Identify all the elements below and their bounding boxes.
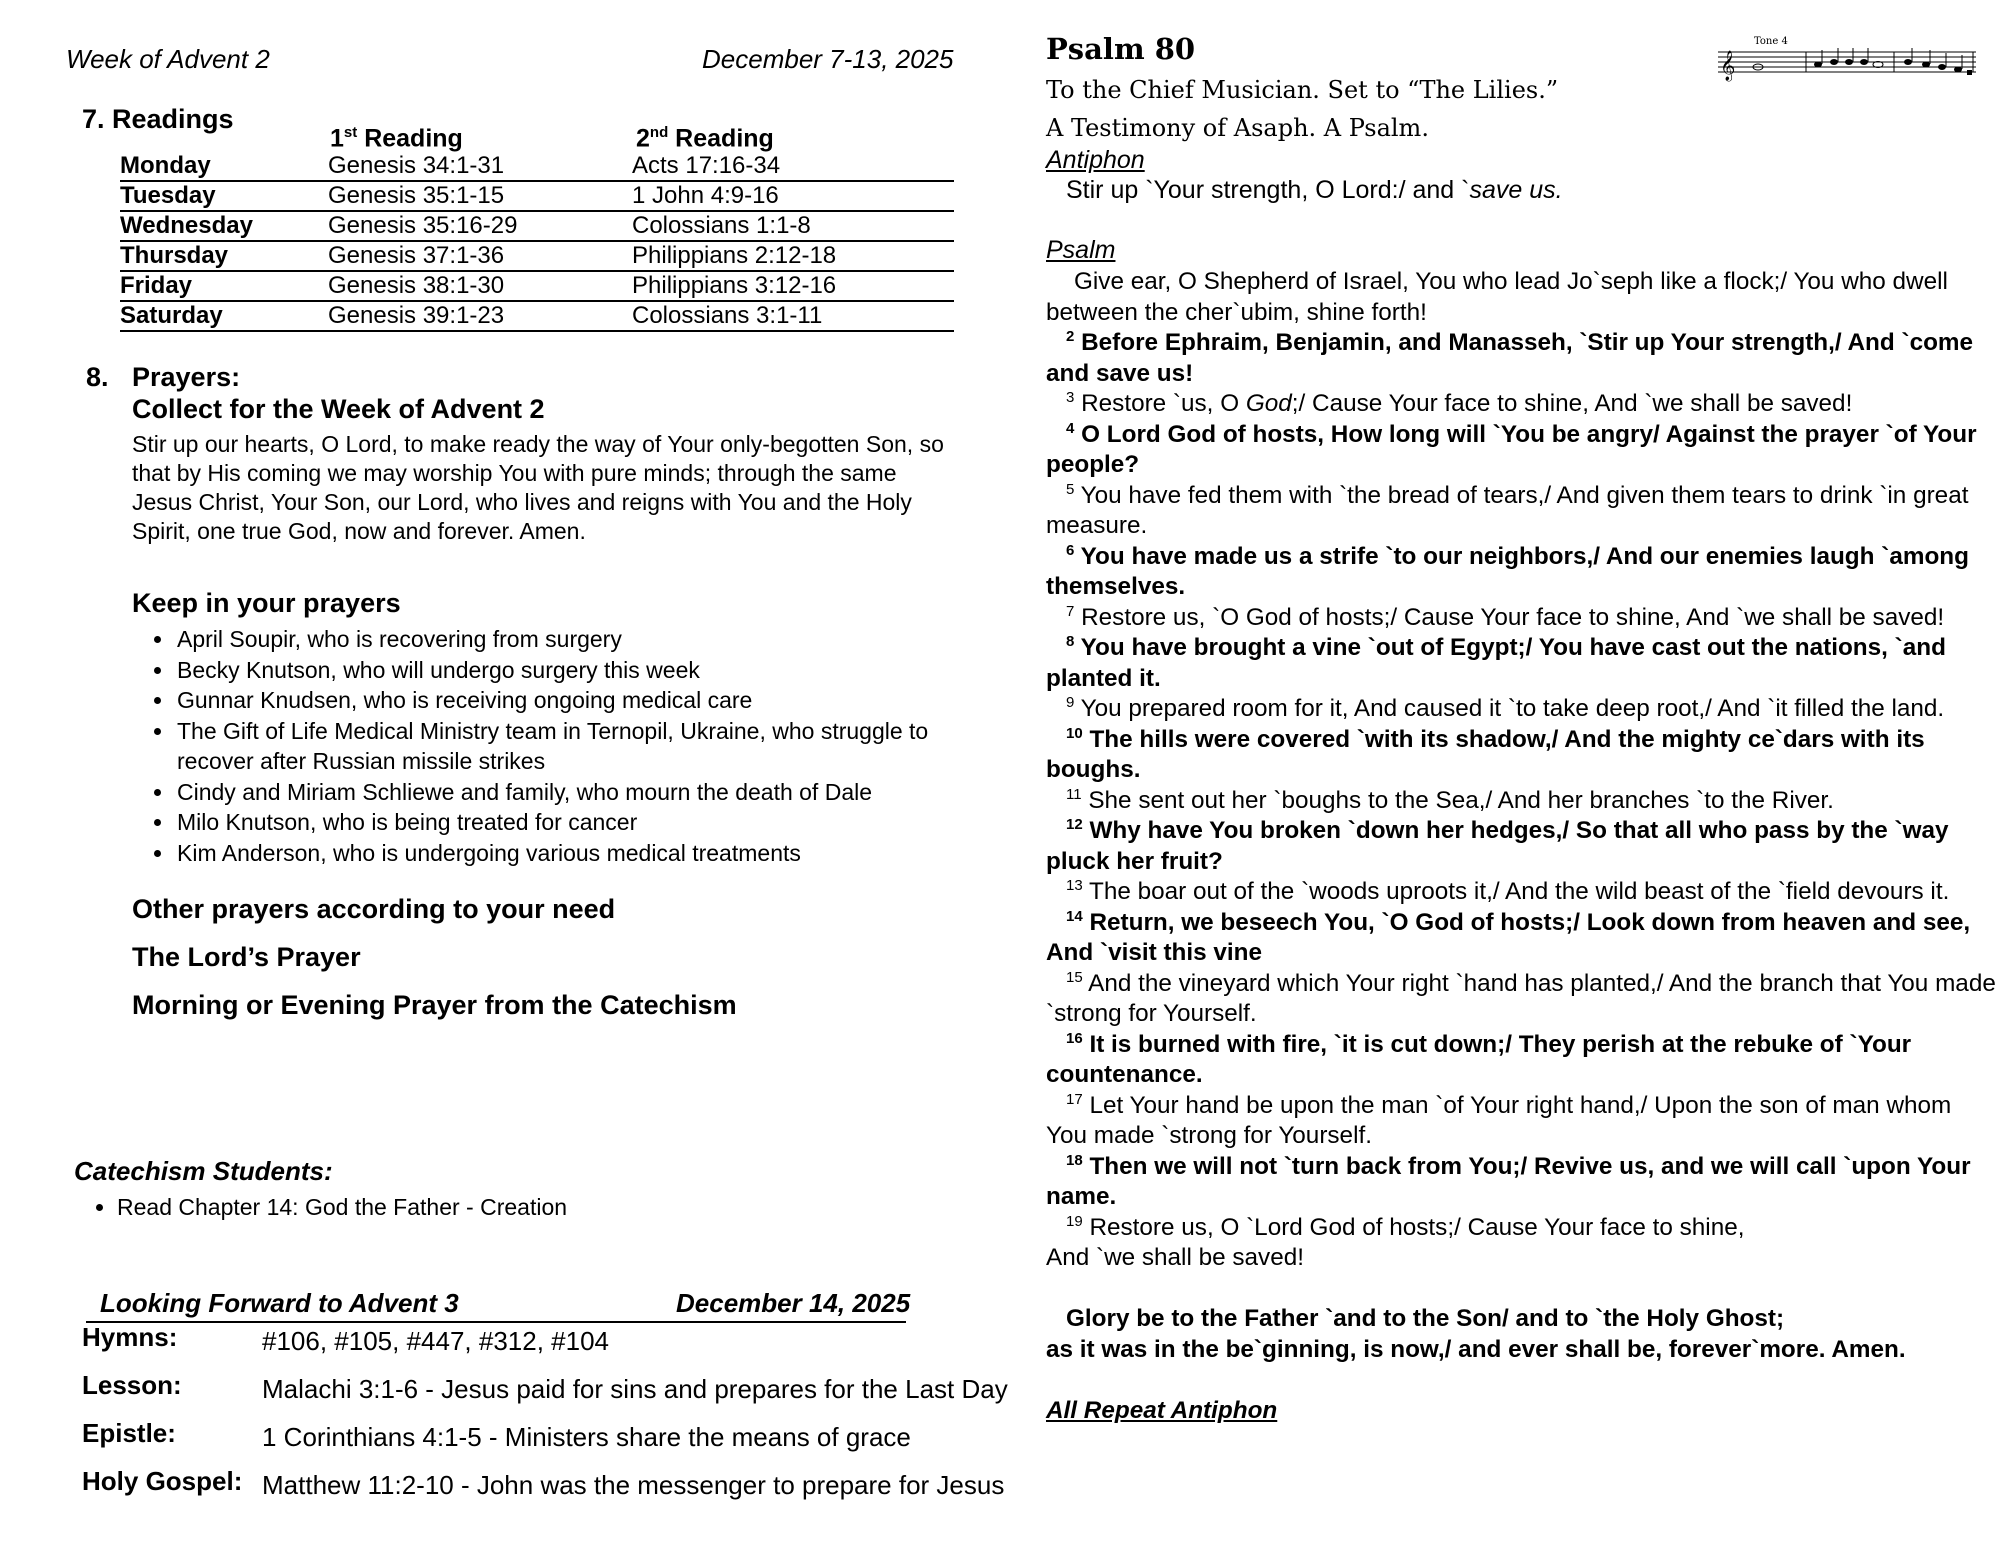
prayers-heading: Prayers: [132,362,241,392]
reading-day: Tuesday [120,181,328,211]
list-item: • Becky Knutson, who will undergo surgery this week [175,655,975,686]
list-item: • Read Chapter 14: God the Father - Creation [117,1192,567,1222]
verse-13: $^{13}$ The boar out of the `woods uproots it,/ And the wild beast of the `field devours it. [1066,876,1950,905]
reading-day: Friday [120,271,328,301]
looking-forward-date: December 14, 2025 [676,1288,911,1318]
list-item: • Cindy and Miriam Schliewe and family, who mourn the death of Dale [175,777,975,808]
prayer-list [142,624,975,868]
catechism-list [84,1192,567,1222]
second-reading: Philippians 3:12-16 [632,271,954,301]
lesson-value: Malachi 3:1-6 - Jesus paid for sins and prepares for the Last Day [262,1374,1008,1404]
psalm-subtitle-2: A Testimony of Asaph. A Psalm. [1046,114,1429,142]
table-row [120,152,954,181]
verse-19-end: And `we shall be saved! [1046,1244,1304,1271]
list-item: • The Gift of Life Medical Ministry team in Ternopil, Ukraine, who struggle to recover after Russian missile strikes [175,716,975,777]
first-reading-header: 1st Reading [330,124,463,153]
psalm-subtitle-1: To the Chief Musician. Set to “The Lilies.” [1046,76,1559,104]
keep-in-prayers-heading: Keep in your prayers [132,588,401,618]
second-reading-header: 2nd Reading [636,124,774,153]
first-reading: Genesis 38:1-30 [328,271,632,301]
looking-forward-title: Looking Forward to Advent 3 [100,1288,459,1318]
psalm-title: Psalm 80 [1046,32,1196,66]
reading-day: Wednesday [120,211,328,241]
tone-notation [1718,34,1976,84]
verse-18: $^{18}$ Then we will not `turn back from You;/ Revive us, and we will call `upon Your name. [1046,1151,1971,1210]
table-row [120,301,954,331]
verse-11: $^{11}$ She sent out her `boughs to the Sea,/ And her branches `to the River. [1066,785,1834,814]
divider [86,1321,906,1323]
lesson-label: Lesson: [82,1370,182,1400]
gloria-line-2: as it was in the be`ginning, is now,/ and ever shall be, forever`more. Amen. [1046,1335,1906,1363]
verse-3: $^3$ Restore `us, O God;/ Cause Your face to shine, And `we shall be saved! [1066,388,1853,417]
second-reading: Colossians 3:1-11 [632,301,954,331]
header-week: Week of Advent 2 [66,44,270,74]
psalm-heading: Psalm [1046,236,1116,264]
second-reading: 1 John 4:9-16 [632,181,954,211]
verse-2: $^2$ Before Ephraim, Benjamin, and Manasseh, `Stir up Your strength,/ And `come and save us! [1046,327,1974,387]
second-reading: Colossians 1:1-8 [632,211,954,241]
catechism-heading: Catechism Students: [74,1156,333,1186]
all-repeat-antiphon: All Repeat Antiphon [1046,1396,1278,1424]
second-reading: Philippians 2:12-18 [632,241,954,271]
verse-12: $^{12}$ Why have You broken `down her hedges,/ So that all who pass by the `way pluck her fruit? [1046,815,1949,875]
psalm-body [1046,267,1996,1426]
reading-day: Saturday [120,301,328,331]
reading-day: Monday [120,152,328,181]
first-reading: Genesis 39:1-23 [328,301,632,331]
gloria-line-1: Glory be to the Father `and to the Son/ and to `the Holy Ghost; [1066,1305,1785,1332]
verse-5: $^5$ You have fed them with `the bread of tears,/ And given them tears to drink `in great measure. [1046,480,1969,539]
first-reading: Genesis 37:1-36 [328,241,632,271]
verse-15: $^{15}$ And the vineyard which Your right `hand has planted,/ And the branch that You made `strong for Yourself. [1046,968,1996,1027]
reading-day: Thursday [120,241,328,271]
lords-prayer: The Lord’s Prayer [132,942,361,972]
table-row [120,271,954,301]
first-reading: Genesis 34:1-31 [328,152,632,181]
readings-table [120,152,954,332]
tone-label: Tone 4 [1754,36,1788,47]
prayers-number: 8. [86,362,109,392]
antiphon-text: Stir up `Your strength, O Lord:/ and `save us. [1066,176,1563,204]
hymns-label: Hymns: [82,1322,178,1352]
header-date: December 7-13, 2025 [702,44,954,74]
antiphon-heading: Antiphon [1046,146,1145,174]
verse-14: $^{14}$ Return, we beseech You, `O God of hosts;/ Look down from heaven and see, And `visit this vine [1046,907,1971,966]
epistle-label: Epistle: [82,1418,176,1448]
first-reading: Genesis 35:16-29 [328,211,632,241]
gospel-value: Matthew 11:2-10 - John was the messenger to prepare for Jesus [262,1470,1005,1500]
list-item: • April Soupir, who is recovering from surgery [175,624,975,655]
verse-9: $^9$ You prepared room for it, And caused it `to take deep root,/ And `it filled the land. [1066,693,1945,722]
verse-6: $^6$ You have made us a strife `to our neighbors,/ And our enemies laugh `among themselves. [1046,541,1969,600]
verse-1: Give ear, O Shepherd of Israel, You who lead Jo`seph like a flock;/ You who dwell between the cher`ubim, shine forth! [1046,268,1948,326]
table-row [120,181,954,211]
list-item: • Kim Anderson, who is undergoing various medical treatments [175,838,975,869]
verse-7: $^7$ Restore us, `O God of hosts;/ Cause Your face to shine, And `we shall be saved! [1066,602,1945,631]
readings-heading: 7. Readings [82,104,234,134]
second-reading: Acts 17:16-34 [632,152,954,181]
first-reading: Genesis 35:1-15 [328,181,632,211]
verse-10: $^{10}$ The hills were covered `with its shadow,/ And the mighty ce`dars with its boughs. [1046,724,1925,783]
verse-19: $^{19}$ Restore us, O `Lord God of hosts;/ Cause Your face to shine, [1066,1212,1745,1241]
verse-8: $^8$ You have brought a vine `out of Egypt;/ You have cast out the nations, `and planted it. [1046,632,1946,692]
verse-16: $^{16}$ It is burned with fire, `it is cut down;/ They perish at the rebuke of `Your countenance. [1046,1029,1912,1088]
table-row [120,211,954,241]
treble-clef-icon: 𝄞 [1720,51,1736,81]
morning-evening-prayer: Morning or Evening Prayer from the Catechism [132,990,737,1020]
list-item: • Milo Knutson, who is being treated for cancer [175,807,975,838]
verse-17: $^{17}$ Let Your hand be upon the man `of Your right hand,/ Upon the son of man whom You made `strong for Yourself. [1046,1090,1952,1149]
other-prayers: Other prayers according to your need [132,894,616,924]
gospel-label: Holy Gospel: [82,1466,243,1496]
collect-title: Collect for the Week of Advent 2 [132,394,545,424]
epistle-value: 1 Corinthians 4:1-5 - Ministers share the means of grace [262,1422,911,1452]
table-row [120,241,954,271]
verse-4: $^4$ O Lord God of hosts, How long will `You be angry/ Against the prayer `of Your people? [1046,419,1977,478]
collect-text: Stir up our hearts, O Lord, to make ready the way of Your only-begotten Son, so that by His coming we may worship You with pure minds; through the same Jesus Christ, Your Son, our Lord, who lives and reigns with You and the Holy Spirit, one true God, now and forever. Amen. [132,431,944,544]
hymns-value: #106, #105, #447, #312, #104 [262,1326,609,1356]
list-item: • Gunnar Knudsen, who is receiving ongoing medical care [175,685,975,716]
